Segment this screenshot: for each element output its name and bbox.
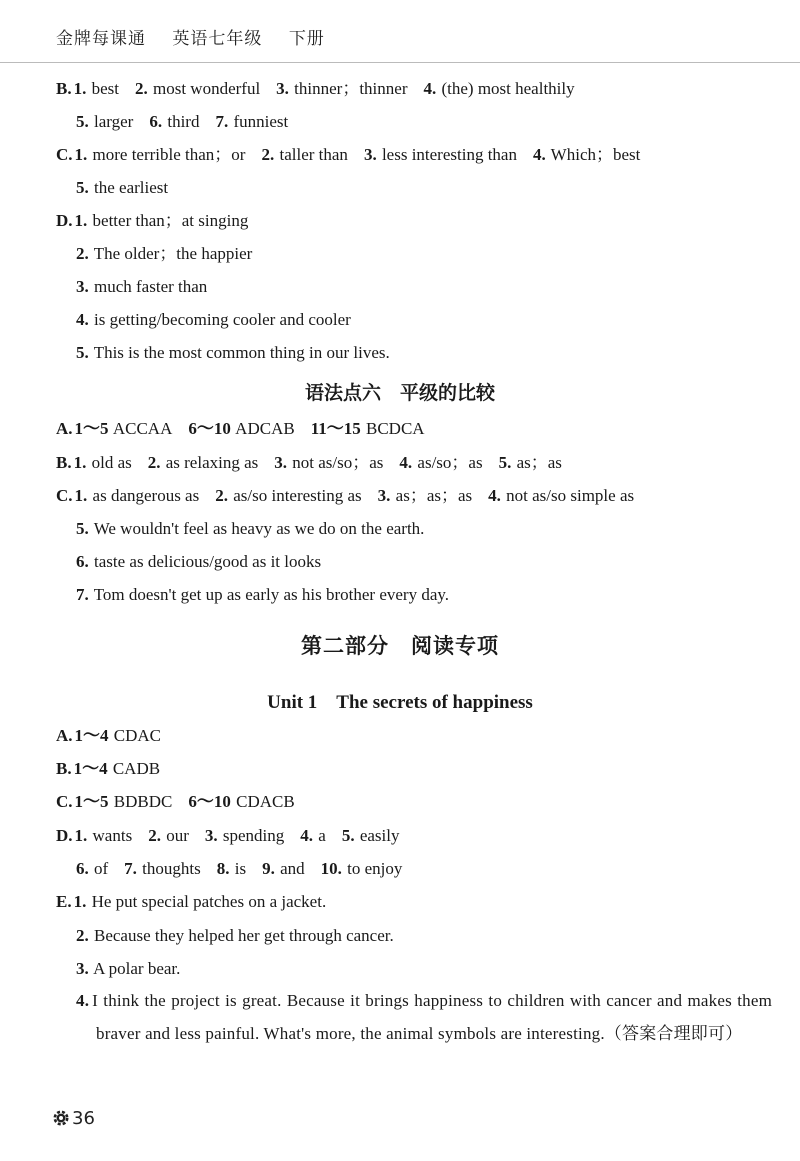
answer-item [75,211,249,230]
item-number: 7. [215,112,229,131]
item-answer: ACCAA [112,419,173,438]
item-answer: ADCAB [235,419,295,438]
item-answer: to enjoy [347,859,403,878]
item-number: 1～5 [74,419,109,438]
question-label: A. [56,419,73,438]
answer-item [488,486,634,505]
item-number: 2. [76,244,89,263]
answer-item [215,112,288,131]
question-label: B. [56,759,72,778]
item-number: 8. [216,859,230,878]
item-number: 4. [76,310,89,329]
question-label: C. [56,792,73,811]
answer-line [56,791,311,813]
answer-item [261,145,347,164]
item-answer: He put special patches on a jacket. [91,892,327,911]
answer-line [76,551,337,573]
item-number: 6～10 [188,419,231,438]
subject-title: 英语七年级 [172,29,263,49]
item-answer: as relaxing as [165,453,259,472]
page-footer [52,1108,95,1132]
answer-line [76,858,418,880]
page-header [56,24,345,49]
item-number: 3. [377,486,391,505]
question-label: A. [56,726,73,745]
item-number: 6. [149,112,163,131]
answer-item [262,859,305,878]
answer-line [76,342,406,364]
answer-item [76,859,108,878]
answer-item [76,552,321,571]
answer-item [205,826,284,845]
question-label: C. [56,486,73,505]
answer-item [135,79,260,98]
answer-item [274,453,383,472]
answer-item [399,453,482,472]
answer-item [148,826,189,845]
answer-item [311,419,425,438]
answer-line [76,243,268,265]
answer-line [76,111,304,133]
answer-item [76,277,207,296]
item-answer: thoughts [142,859,201,878]
answer-item [74,79,119,98]
answer-line [56,418,441,440]
page-number: 36 [72,1108,95,1129]
answer-paragraph [76,984,772,1050]
item-number: 1. [74,486,88,505]
item-answer: A polar bear. [93,959,181,978]
item-number: 7. [124,859,137,878]
item-answer: (the) most healthily [441,79,575,98]
answer-item [300,826,326,845]
item-answer: Because they helped her get through cancer. [94,926,394,945]
item-number: 1～5 [74,792,109,811]
answer-item [188,792,294,811]
item-number: 3. [363,145,377,164]
item-answer: much faster than [94,277,208,296]
item-answer: CDAC [113,726,162,745]
item-answer: as/so interesting as [233,486,362,505]
item-answer: as；as [516,453,562,472]
item-number: 4. [399,453,413,472]
answer-item [364,145,517,164]
answer-item [75,486,200,505]
header-divider [0,62,800,63]
answer-line [56,210,264,232]
item-answer: is [234,859,247,878]
answer-item [75,826,133,845]
item-answer: CDACB [236,792,295,811]
answer-line [56,725,177,747]
item-number: 3. [204,826,218,845]
answer-line [76,177,184,199]
section-heading-part2: 第二部分 阅读专项 [301,634,499,658]
item-number: 5. [498,453,512,472]
item-answer: This is the most common thing in our lives. [93,343,390,362]
item-number: 1. [73,79,87,98]
item-number: 4. [423,79,437,98]
item-number: 5. [341,826,355,845]
answer-item [378,486,472,505]
item-answer: of [94,859,109,878]
item-answer: CADB [112,759,161,778]
item-number: 4. [532,145,546,164]
item-number: 1. [74,211,88,230]
item-answer: better than；at singing [92,211,249,230]
question-label: B. [56,453,72,472]
item-number: 1. [74,145,88,164]
answer-item [75,726,161,745]
item-number: 10. [320,859,342,878]
item-number: 1. [73,892,87,911]
answer-line [56,891,342,913]
item-number: 2. [261,145,275,164]
item-number: 11～15 [310,419,361,438]
item-answer: as dangerous as [92,486,200,505]
answer-item [76,244,252,263]
item-answer: taste as delicious/good as it looks [94,552,322,571]
answer-item [217,859,246,878]
answer-line [56,144,656,166]
item-answer: third [167,112,200,131]
answer-line [76,584,465,606]
answer-line [56,758,176,780]
answer-line [56,485,650,507]
item-number: 3. [76,959,89,978]
item-number: 2. [148,826,161,845]
volume-title: 下册 [288,29,325,49]
item-number: 4. [488,486,501,505]
answer-item [321,859,403,878]
answer-item [75,792,173,811]
item-number: 1～4 [73,759,108,778]
question-label: C. [56,145,73,164]
answer-line [76,925,410,947]
book-title: 金牌每课通 [56,29,146,49]
item-answer: spending [222,826,285,845]
answer-line [76,309,367,331]
item-answer: We wouldn't feel as heavy as we do on the earth. [93,519,425,538]
answer-line [56,78,591,100]
answer-item [76,585,449,604]
item-number: 3. [274,453,288,472]
item-number: 7. [76,585,89,604]
item-answer: The older；the happier [93,244,253,263]
item-answer: our [166,826,189,845]
answer-item [124,859,201,878]
answer-line [76,276,223,298]
item-answer: Which；best [550,145,641,164]
answer-item [76,959,180,978]
answer-item [149,112,199,131]
item-answer: most wonderful [152,79,261,98]
item-answer: and [280,859,305,878]
answer-item [76,343,390,362]
item-answer: larger [94,112,134,131]
item-answer: more terrible than；or [92,145,246,164]
item-number: 2. [215,486,228,505]
item-answer: old as [91,453,132,472]
item-answer: not as/so；as [292,453,384,472]
item-number: 3. [76,277,89,296]
item-answer: BDBDC [113,792,173,811]
item-number: 2. [134,79,148,98]
item-number: 6. [76,552,89,571]
answer-item [76,178,168,197]
answer-item [75,145,246,164]
item-answer: BCDCA [366,419,425,438]
answer-item [74,759,160,778]
item-answer: as/so；as [417,453,483,472]
item-answer: best [91,79,119,98]
answer-line [76,958,196,980]
item-number: 5. [76,343,89,362]
answer-item [423,79,574,98]
item-number: 6. [76,859,89,878]
item-number: 5. [76,519,89,538]
answer-item [533,145,640,164]
item-number: 3. [276,79,289,98]
answer-item [74,453,132,472]
answer-item [76,519,424,538]
paragraph-text: I think the project is great. Because it brings happiness to children with cancer and makes them braver and less painful. What's more, the animal symbols are interesting.（答案合理即可） [92,991,772,1043]
item-answer: wants [92,826,133,845]
item-answer: is getting/becoming cooler and cooler [94,310,351,329]
paragraph-number: 4. [76,991,90,1010]
answer-line [56,452,578,474]
item-number: 9. [262,859,275,878]
item-answer: a [318,826,326,845]
item-number: 5. [76,112,89,131]
answer-line [56,825,415,847]
unit-title: Unit 1 The secrets of happiness [267,692,533,713]
item-answer: funniest [233,112,289,131]
item-answer: thinner；thinner [294,79,408,98]
item-answer: Tom doesn't get up as early as his brother every day. [93,585,450,604]
answer-item [76,112,133,131]
answer-item [75,419,173,438]
answer-item [215,486,361,505]
question-label: B. [56,79,72,98]
answer-item [148,453,259,472]
question-label: D. [56,211,73,230]
item-number: 1～4 [74,726,109,745]
item-answer: easily [359,826,400,845]
question-label: E. [56,892,72,911]
item-number: 4. [300,826,314,845]
item-answer: not as/so simple as [506,486,635,505]
item-number: 5. [76,178,89,197]
item-answer: taller than [279,145,348,164]
item-number: 1. [74,826,88,845]
answer-item [76,310,351,329]
question-label: D. [56,826,73,845]
item-answer: as；as；as [395,486,473,505]
item-number: 6～10 [188,792,231,811]
item-answer: less interesting than [381,145,517,164]
item-number: 1. [73,453,87,472]
section-heading-grammar6: 语法点六 平级的比较 [304,382,495,404]
item-number: 2. [147,453,161,472]
answer-item [188,419,294,438]
answer-item [342,826,400,845]
item-number: 2. [76,926,89,945]
gear-icon [52,1109,70,1132]
answer-item [499,453,562,472]
answer-item [76,926,394,945]
answer-item [74,892,327,911]
answer-line [76,518,440,540]
item-answer: the earliest [94,178,169,197]
answer-item [276,79,407,98]
